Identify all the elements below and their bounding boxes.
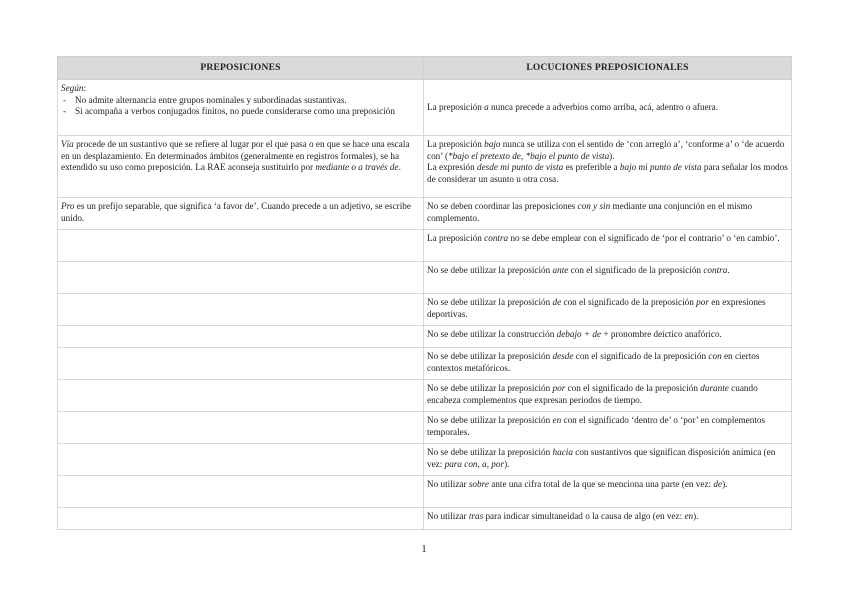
table-row [58,444,792,476]
empty-cell [58,294,424,326]
header-locuciones: LOCUCIONES PREPOSICIONALES [424,57,792,80]
table-row [58,326,792,348]
table-row [58,380,792,412]
cell-rule-bajo [424,136,792,198]
empty-cell [58,412,424,444]
empty-cell [58,476,424,508]
empty-cell [58,326,424,348]
cell-rule-de: No se debe utilizar la preposición de con el significado de la preposición por en expresiones deportivas. [424,294,792,326]
bajo-paragraph: La preposición bajo nunca se utiliza con el sentido de ‘con arreglo a’, ‘conforme a’ o ‘de acuerdo con’ (*bajo el pretexto de, *bajo el punto de vista). [427,139,785,161]
cell-rule-ante: No se debe utilizar la preposición ante con el significado de la preposición contra. [424,262,792,294]
cell-rule-a: La preposición a nunca precede a adverbios como arriba, acá, adentro o afuera. [424,80,792,136]
cell-via: Vía procede de un sustantivo que se refiere al lugar por el que pasa o en que se hace una escala en un desplazamiento. En determinados ámbitos (generalmente en registros formales), se ha extendido su uso como preposición. La RAE aconseja sustituirlo por mediante o a través de. [58,136,424,198]
empty-cell [58,380,424,412]
table-row [58,230,792,262]
empty-cell [58,508,424,530]
table-row [58,348,792,380]
list-item: - Si acompaña a verbos conjugados finitos, no puede considerarse como una preposición [61,106,420,118]
desde-mi-punto-paragraph: La expresión desde mi punto de vista es preferible a bajo mi punto de vista para señalar los modos de considerar un asunto u otra cosa. [427,162,788,184]
cell-pro: Pro es un prefijo separable, que significa ‘a favor de’. Cuando precede a un adjetivo, se escribe unido. [58,198,424,230]
cell-rule-debajo: No se debe utilizar la construcción debajo + de + pronombre deíctico anafórico. [424,326,792,348]
segun-list [61,95,420,118]
empty-cell [58,444,424,476]
cell-rule-contra: La preposición contra no se debe emplear con el significado de ‘por el contrario’ o ‘en cambio’. [424,230,792,262]
table-row [58,136,792,198]
cell-rule-hacia: No se debe utilizar la preposición hacia con sustantivos que significan disposición anímica (en vez: para con, a, por). [424,444,792,476]
table-row [58,198,792,230]
empty-cell [58,348,424,380]
document-page [57,56,791,530]
header-preposiciones: PREPOSICIONES [58,57,424,80]
table-row [58,412,792,444]
cell-rule-con-sin: No se deben coordinar las preposiciones con y sin mediante una conjunción en el mismo complemento. [424,198,792,230]
list-item: - No admite alternancia entre grupos nominales y subordinadas sustantivas. [61,95,420,107]
cell-rule-en: No se debe utilizar la preposición en con el significado ‘dentro de’ o ‘por’ en complementos temporales. [424,412,792,444]
cell-segun [58,80,424,136]
empty-cell [58,230,424,262]
table-row [58,80,792,136]
table-header-row [58,57,792,80]
prepositions-table [57,56,792,530]
cell-rule-desde: No se debe utilizar la preposición desde con el significado de la preposición con en ciertos contextos metafóricos. [424,348,792,380]
page-number: 1 [421,543,427,555]
cell-rule-tras: No utilizar tras para indicar simultaneidad o la causa de algo (en vez: en). [424,508,792,530]
cell-rule-sobre: No utilizar sobre ante una cifra total de la que se menciona una parte (en vez: de). [424,476,792,508]
segun-heading: Según: [61,83,87,93]
segun-label: Según [61,83,84,93]
table-row [58,476,792,508]
table-row [58,294,792,326]
table-row [58,262,792,294]
table-row [58,508,792,530]
cell-rule-por: No se debe utilizar la preposición por con el significado de la preposición durante cuando encabeza complementos que expresan periodos de tiempo. [424,380,792,412]
empty-cell [58,262,424,294]
